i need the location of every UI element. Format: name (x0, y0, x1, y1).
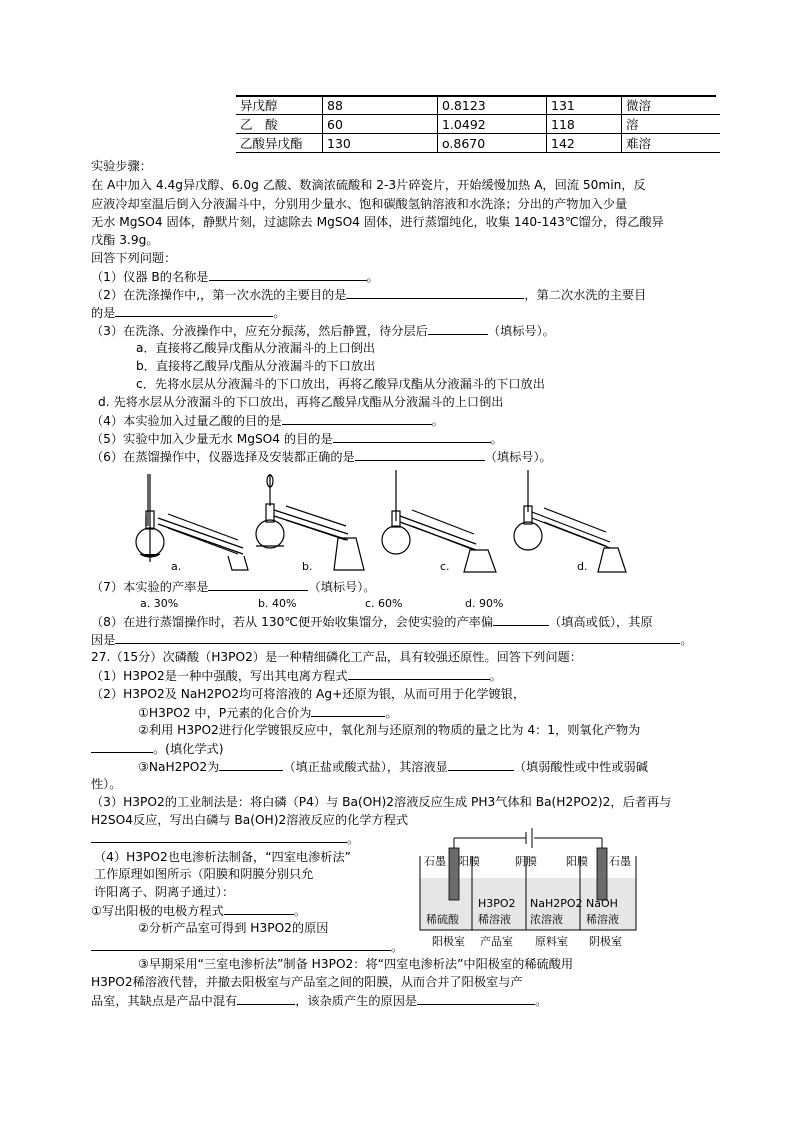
option-7b: b. 40% (258, 597, 297, 610)
answer-blank[interactable] (333, 430, 491, 443)
answer-blank[interactable] (448, 758, 514, 771)
question-6 (91, 448, 552, 465)
cation-membrane-label: 阳膜 (566, 855, 588, 868)
question-text: 品室，其缺点是产品中混有 (91, 994, 238, 1008)
option-7a: a. 30% (140, 597, 179, 610)
question-5: （5）实验中加入少量无水 MgSO4 的目的是 。 (91, 432, 503, 446)
electrodialysis-cell-diagram (418, 826, 640, 948)
table-row (236, 96, 720, 115)
paragraph-line: 在 A中加入 4.4g异戊醇、6.0g 乙酸、数滴浓硫酸和 2-3片碎瓷片，开始缓慢加热 A，回流 50min，反 (91, 178, 646, 192)
table-cell: 118 (547, 115, 622, 134)
paragraph-line: 无水 MgSO4 固体，静默片刻，过滤除去 MgSO4 固体，进行蒸馏纯化，收集 140-143℃馏分，得乙酸异 (91, 215, 664, 229)
question-text: ，第二次水洗的主要目 (524, 288, 647, 302)
dilute-solution-label: 稀溶液 (478, 913, 511, 926)
answer-blank[interactable] (115, 631, 680, 644)
question-text: （4）本实验加入过量乙酸的目的是 (91, 414, 282, 428)
question-7 (91, 578, 375, 595)
option-c: c．先将水层从分液漏斗的下口放出，再将乙酸异戊酯从分液漏斗的下口放出 (136, 377, 545, 391)
question-4: （4）本实验加入过量乙酸的目的是 。 (91, 414, 444, 428)
table-cell: 131 (547, 96, 622, 115)
question-text: （填标号）。 (484, 450, 552, 464)
apparatus-label-c: c. (440, 560, 450, 573)
question-27-4-cont: 工作原理如图所示（阳膜和阴膜分别只允 (94, 867, 314, 881)
apparatus-c (382, 470, 496, 572)
question-text: ①H3PO2 中，P元素的化合价为 (138, 706, 312, 720)
question-text: （填弱酸性或中性或弱碱 (513, 760, 648, 774)
question-27-4-2-answer: 。 (91, 938, 403, 955)
table-cell: o.8670 (438, 134, 547, 153)
option-d: d. 先将水层从分液漏斗的下口放出，再将乙酸异戊酯从分液漏斗的上口倒出 (98, 395, 504, 409)
answer-blank[interactable] (224, 902, 294, 915)
cathode-room-label: 阴极室 (589, 935, 622, 948)
table-row (236, 134, 720, 153)
option-7d: d. 90% (465, 597, 504, 610)
option-7c: c. 60% (365, 597, 403, 610)
question-text: 的是 (91, 306, 116, 320)
answer-blank[interactable] (417, 992, 535, 1005)
answer-blank[interactable] (311, 704, 385, 717)
question-27-2b-cont (91, 740, 223, 757)
question-2 (91, 286, 646, 303)
apparatus-d (514, 470, 626, 572)
question-text: （填高或低），其原 (549, 615, 653, 629)
answer-blank[interactable] (348, 667, 490, 680)
question-27-3-cont: H2SO4反应，写出白磷与 Ba(OH)2溶液反应的化学方程式 (91, 813, 409, 827)
table-cell: 乙 酸 (240, 117, 278, 132)
answer-blank[interactable] (493, 613, 549, 626)
question-27-4: （4）H3PO2也电渗析法制备，“四室电渗析法” (94, 850, 351, 864)
apparatus-b (256, 474, 364, 570)
question-27-2c (138, 758, 648, 775)
question-3 (91, 322, 555, 339)
table-cell: 130 (323, 134, 438, 153)
cation-membrane-label: 阳膜 (458, 855, 480, 868)
question-text: 。(填化学式) (153, 742, 224, 756)
question-2-cont: 的是 。 (91, 306, 286, 320)
table-row (236, 115, 720, 134)
product-room-label: 产品室 (480, 935, 513, 948)
question-text: （8）在进行蒸馏操作时，若从 130℃便开始收集馏分，会使实验的产率偏 (91, 615, 494, 629)
question-text: （填标号）。 (308, 580, 376, 594)
answer-blank[interactable] (91, 830, 347, 843)
question-27-2b: ②利用 H3PO2进行化学镀银反应中，氧化剂与还原剂的物质的量之比为 4：1，则氧化产物为 (138, 723, 641, 737)
paragraph-line: 应液冷却室温后倒入分液漏斗中，分别用少量水、饱和碳酸氢钠溶液和水洗涤；分出的产物加入少量 (91, 197, 628, 211)
apparatus-label-a: a. (171, 560, 182, 573)
apparatus-label-d: d. (577, 560, 588, 573)
question-1: （1）仪器 B的名称是 。 (91, 270, 379, 284)
option-a: a．直接将乙酸异戊酯从分液漏斗的上口倒出 (136, 341, 376, 355)
answer-blank[interactable] (219, 758, 283, 771)
question-text: （5）实验中加入少量无水 MgSO4 的目的是 (91, 432, 333, 446)
question-text: ，该杂质产生的原因是 (295, 994, 418, 1008)
question-8 (91, 613, 653, 630)
question-27-heading: 27.（15分）次磷酸（H3PO2）是一种精细磷化工产品，具有较强还原性。回答下列问题： (91, 650, 582, 664)
table-cell: 乙酸异戊酯 (240, 136, 303, 151)
table-cell: 1.0492 (438, 115, 547, 134)
question-text: 因是 (91, 633, 116, 647)
question-27-3-answer: 。 (91, 830, 359, 847)
answer-blank[interactable] (282, 412, 432, 425)
answer-blank[interactable] (208, 578, 308, 591)
table-cell: 142 (547, 134, 622, 153)
question-27-2: （2）H3PO2及 NaH2PO2均可将溶液的 Ag+还原为银，从而可用于化学镀银， (91, 687, 526, 701)
question-27-1: （1）H3PO2是一种中强酸，写出其电离方程式 。 (91, 669, 502, 683)
option-b: b．直接将乙酸异戊酯从分液漏斗的下口放出 (136, 359, 376, 373)
question-27-4-3: ③早期采用“三室电渗析法”制备 H3PO2：将“四室电渗析法”中阳极室的稀硫酸用 (138, 957, 574, 971)
answer-heading: 回答下列问题： (91, 251, 177, 265)
table-cell: 0.8123 (438, 96, 547, 115)
graphite-label: 石墨 (424, 855, 446, 868)
answer-blank[interactable] (91, 938, 391, 951)
question-27-4-1: ①写出阳极的电极方程式 。 (91, 904, 306, 918)
apparatus-label-b: b. (302, 560, 313, 573)
question-text: （1）仪器 B的名称是 (91, 270, 209, 284)
steps-title: 实验步骤： (91, 159, 152, 173)
question-27-4-2: ②分析产品室可得到 H3PO2的原因 (138, 921, 329, 935)
dilute-solution-label: 稀溶液 (586, 913, 619, 926)
question-27-2a: ①H3PO2 中，P元素的化合价为 。 (138, 706, 398, 720)
question-text: ③NaH2PO2为 (138, 760, 220, 774)
question-27-4-3-cont: H3PO2稀溶液代替，并撤去阳极室与产品室之间的阳膜，从而合并了阳极室与产 (91, 975, 523, 989)
table-cell: 微溶 (622, 96, 721, 115)
graphite-label: 石墨 (609, 855, 631, 868)
question-27-4-cont: 许阳离子、阴离子通过）： (94, 885, 235, 899)
table-cell: 溶 (622, 115, 721, 134)
apparatus-a (136, 474, 248, 570)
table-cell: 难溶 (622, 134, 721, 153)
property-table (236, 96, 720, 153)
question-27-3: （3）H3PO2的工业制法是：将白磷（P4）与 Ba(OH)2溶液反应生成 PH3气体和 Ba(H2PO2)2，后者再与 (91, 795, 672, 809)
question-text: （1）H3PO2是一种中强酸，写出其电离方程式 (91, 669, 348, 683)
anode-room-label: 阳极室 (432, 935, 465, 948)
question-text: （2）在洗涤操作中,，第一次水洗的主要目的是 (91, 288, 347, 302)
answer-blank[interactable] (428, 322, 488, 335)
answer-blank[interactable] (209, 268, 367, 281)
table-cell: 88 (323, 96, 438, 115)
paragraph-line: 戊酯 3.9g。 (91, 233, 159, 247)
table-cell: 60 (323, 115, 438, 134)
question-text: （填标号）。 (487, 324, 555, 338)
concentrated-solution-label: 浓溶液 (530, 913, 563, 926)
distillation-apparatus-figure (128, 466, 628, 578)
naoh-label: NaOH (586, 897, 618, 910)
feed-room-label: 原料室 (535, 935, 568, 948)
answer-blank[interactable] (237, 992, 295, 1005)
question-8-cont: 因是 。 (91, 633, 693, 647)
question-27-2c-cont: 性）。 (91, 777, 122, 791)
h3po2-label: H3PO2 (478, 897, 516, 910)
anion-membrane-label: 阴膜 (515, 855, 537, 868)
answer-blank[interactable] (346, 286, 524, 299)
question-text: （填正盐或酸式盐），其溶液显 (283, 760, 448, 774)
question-text: （6）在蒸馏操作中，仪器选择及安装都正确的是 (91, 450, 355, 464)
nah2po2-label: NaH2PO2 (530, 897, 583, 910)
table-cell: 异戊醇 (240, 98, 278, 113)
answer-blank[interactable] (91, 740, 153, 753)
question-27-4-3-cont: 品室，其缺点是产品中混有 ，该杂质产生的原因是 。 (91, 994, 548, 1008)
answer-blank[interactable] (115, 304, 273, 317)
dilute-sulfuric-acid-label: 稀硫酸 (426, 913, 459, 926)
answer-blank[interactable] (355, 448, 485, 461)
question-text: ①写出阳极的电极方程式 (91, 904, 224, 918)
question-text: （7）本实验的产率是 (91, 580, 209, 594)
question-text: （3）在洗涤、分液操作中，应充分振荡，然后静置，待分层后 (91, 324, 428, 338)
